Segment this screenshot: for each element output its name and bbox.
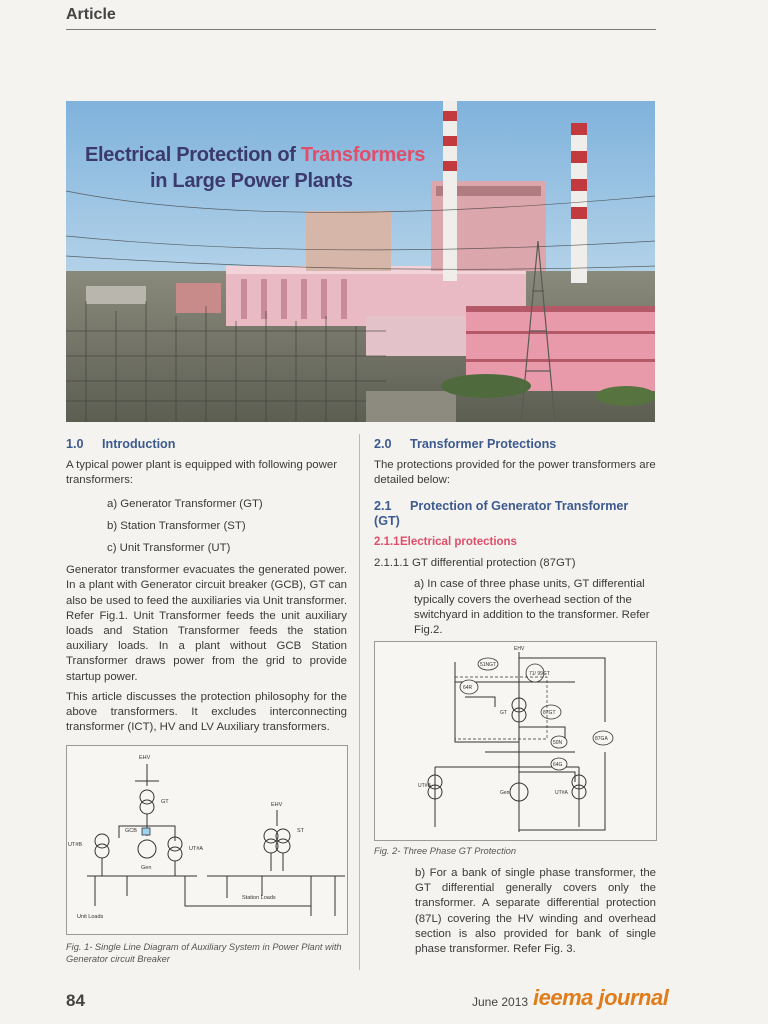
fig1-label-utb: UT#B [68, 842, 83, 848]
right-column [374, 437, 656, 643]
page-number: 84 [66, 991, 85, 1010]
header-rule [66, 29, 656, 30]
intro-paragraph: A typical power plant is equipped with following power transformers: [66, 459, 337, 487]
fig1-label-gcb: GCB [125, 828, 137, 834]
transformer-list [66, 497, 347, 557]
section-2-1-heading: 2.1 Protection of Generator Transformer (GT) [374, 498, 629, 528]
fig2-label-64r: 64R [463, 685, 473, 691]
fig2-label-gt: GT [500, 710, 507, 716]
list-item: b) Station Transformer (ST) [107, 519, 246, 532]
fig1-label-station-loads: Station Loads [242, 895, 276, 901]
fig1-label-st: ST [297, 828, 305, 834]
article-title-line1: Electrical Protection of Transformers [85, 144, 426, 166]
list-item: a) Generator Transformer (GT) [107, 497, 263, 510]
section-label: Article [66, 6, 116, 23]
section-1-heading: 1.0 Introduction [66, 437, 176, 451]
journal-logo: ieema journal [533, 985, 669, 1010]
fig2-label-87ga: 87GA [595, 736, 608, 742]
fig2-label-71gt: 71/ 99GT [529, 671, 550, 677]
fig1-label-ehv1: EHV [139, 755, 151, 761]
scope-paragraph: This article discusses the protection philosophy for the above transformers. It excludes interconnecting transformer (ICT), HV and LV Auxiliary transformers. [66, 690, 347, 734]
figure-1-caption: Fig. 1- Single Line Diagram of Auxiliary System in Power Plant with Generator circuit Breaker [66, 942, 342, 964]
fig1-label-ehv2: EHV [271, 802, 283, 808]
fig2-label-50n: 50N [553, 740, 563, 746]
left-column [66, 437, 347, 740]
single-phase-paragraph: b) For a bank of single phase transformer, the GT differential generally covers only the transformer. A separate differential protection (87L) covering the HV winding and overhead section is also provided for bank of single phase transformer. Refer Fig. 3. [415, 867, 656, 956]
gt-paragraph: Generator transformer evacuates the generated power. In a plant with Generator circuit breaker (GCB), GT can also be used to feed the auxiliaries via Unit transformer. Refer Fig.1. Unit Transformer feeds the unit auxiliary loads and Station Transformer feeds the station auxiliary loads. In a plant without GCB Station Transformer draws power from the grid to provide startup power. [66, 564, 347, 683]
fig2-label-51ngt: 51NGT [480, 662, 497, 668]
fig2-label-utb: UT#B [418, 783, 431, 789]
fig1-label-unit-loads: Unit Loads [77, 914, 104, 920]
fig1-label-gt: GT [161, 799, 169, 805]
section-2-heading: 2.0 Transformer Protections [374, 437, 557, 451]
article-title-line2: in Large Power Plants [150, 170, 353, 192]
gt-differential-item: 2.1.1.1 GT differential protection (87GT) [374, 557, 576, 570]
list-item: c) Unit Transformer (UT) [107, 542, 231, 555]
section-2-1-1-heading: 2.1.1Electrical protections [374, 536, 517, 549]
figure-2-diagram [374, 641, 657, 841]
fig2-label-ehv: EHV [514, 646, 525, 652]
figure-1-diagram [66, 745, 348, 935]
fig2-label-87gt: 87GT [543, 710, 556, 716]
issue-date: June 2013 [472, 995, 529, 1009]
figure-2-caption: Fig. 2- Three Phase GT Protection [374, 846, 517, 856]
fig1-label-gen: Gen [141, 865, 152, 871]
column-divider [359, 434, 360, 970]
protections-paragraph: The protections provided for the power transformers are detailed below: [374, 459, 656, 487]
fig2-label-uta: UT#A [555, 790, 568, 796]
fig2-label-64g: 64G [553, 762, 563, 768]
fig1-label-uta: UT#A [189, 846, 204, 852]
single-phase-block [374, 866, 656, 962]
three-phase-paragraph: a) In case of three phase units, GT differential typically covers the overhead section of the switchyard in addition to the transformer. Refer Fig.2. [414, 578, 650, 637]
fig2-label-gen: Gen [500, 790, 510, 796]
